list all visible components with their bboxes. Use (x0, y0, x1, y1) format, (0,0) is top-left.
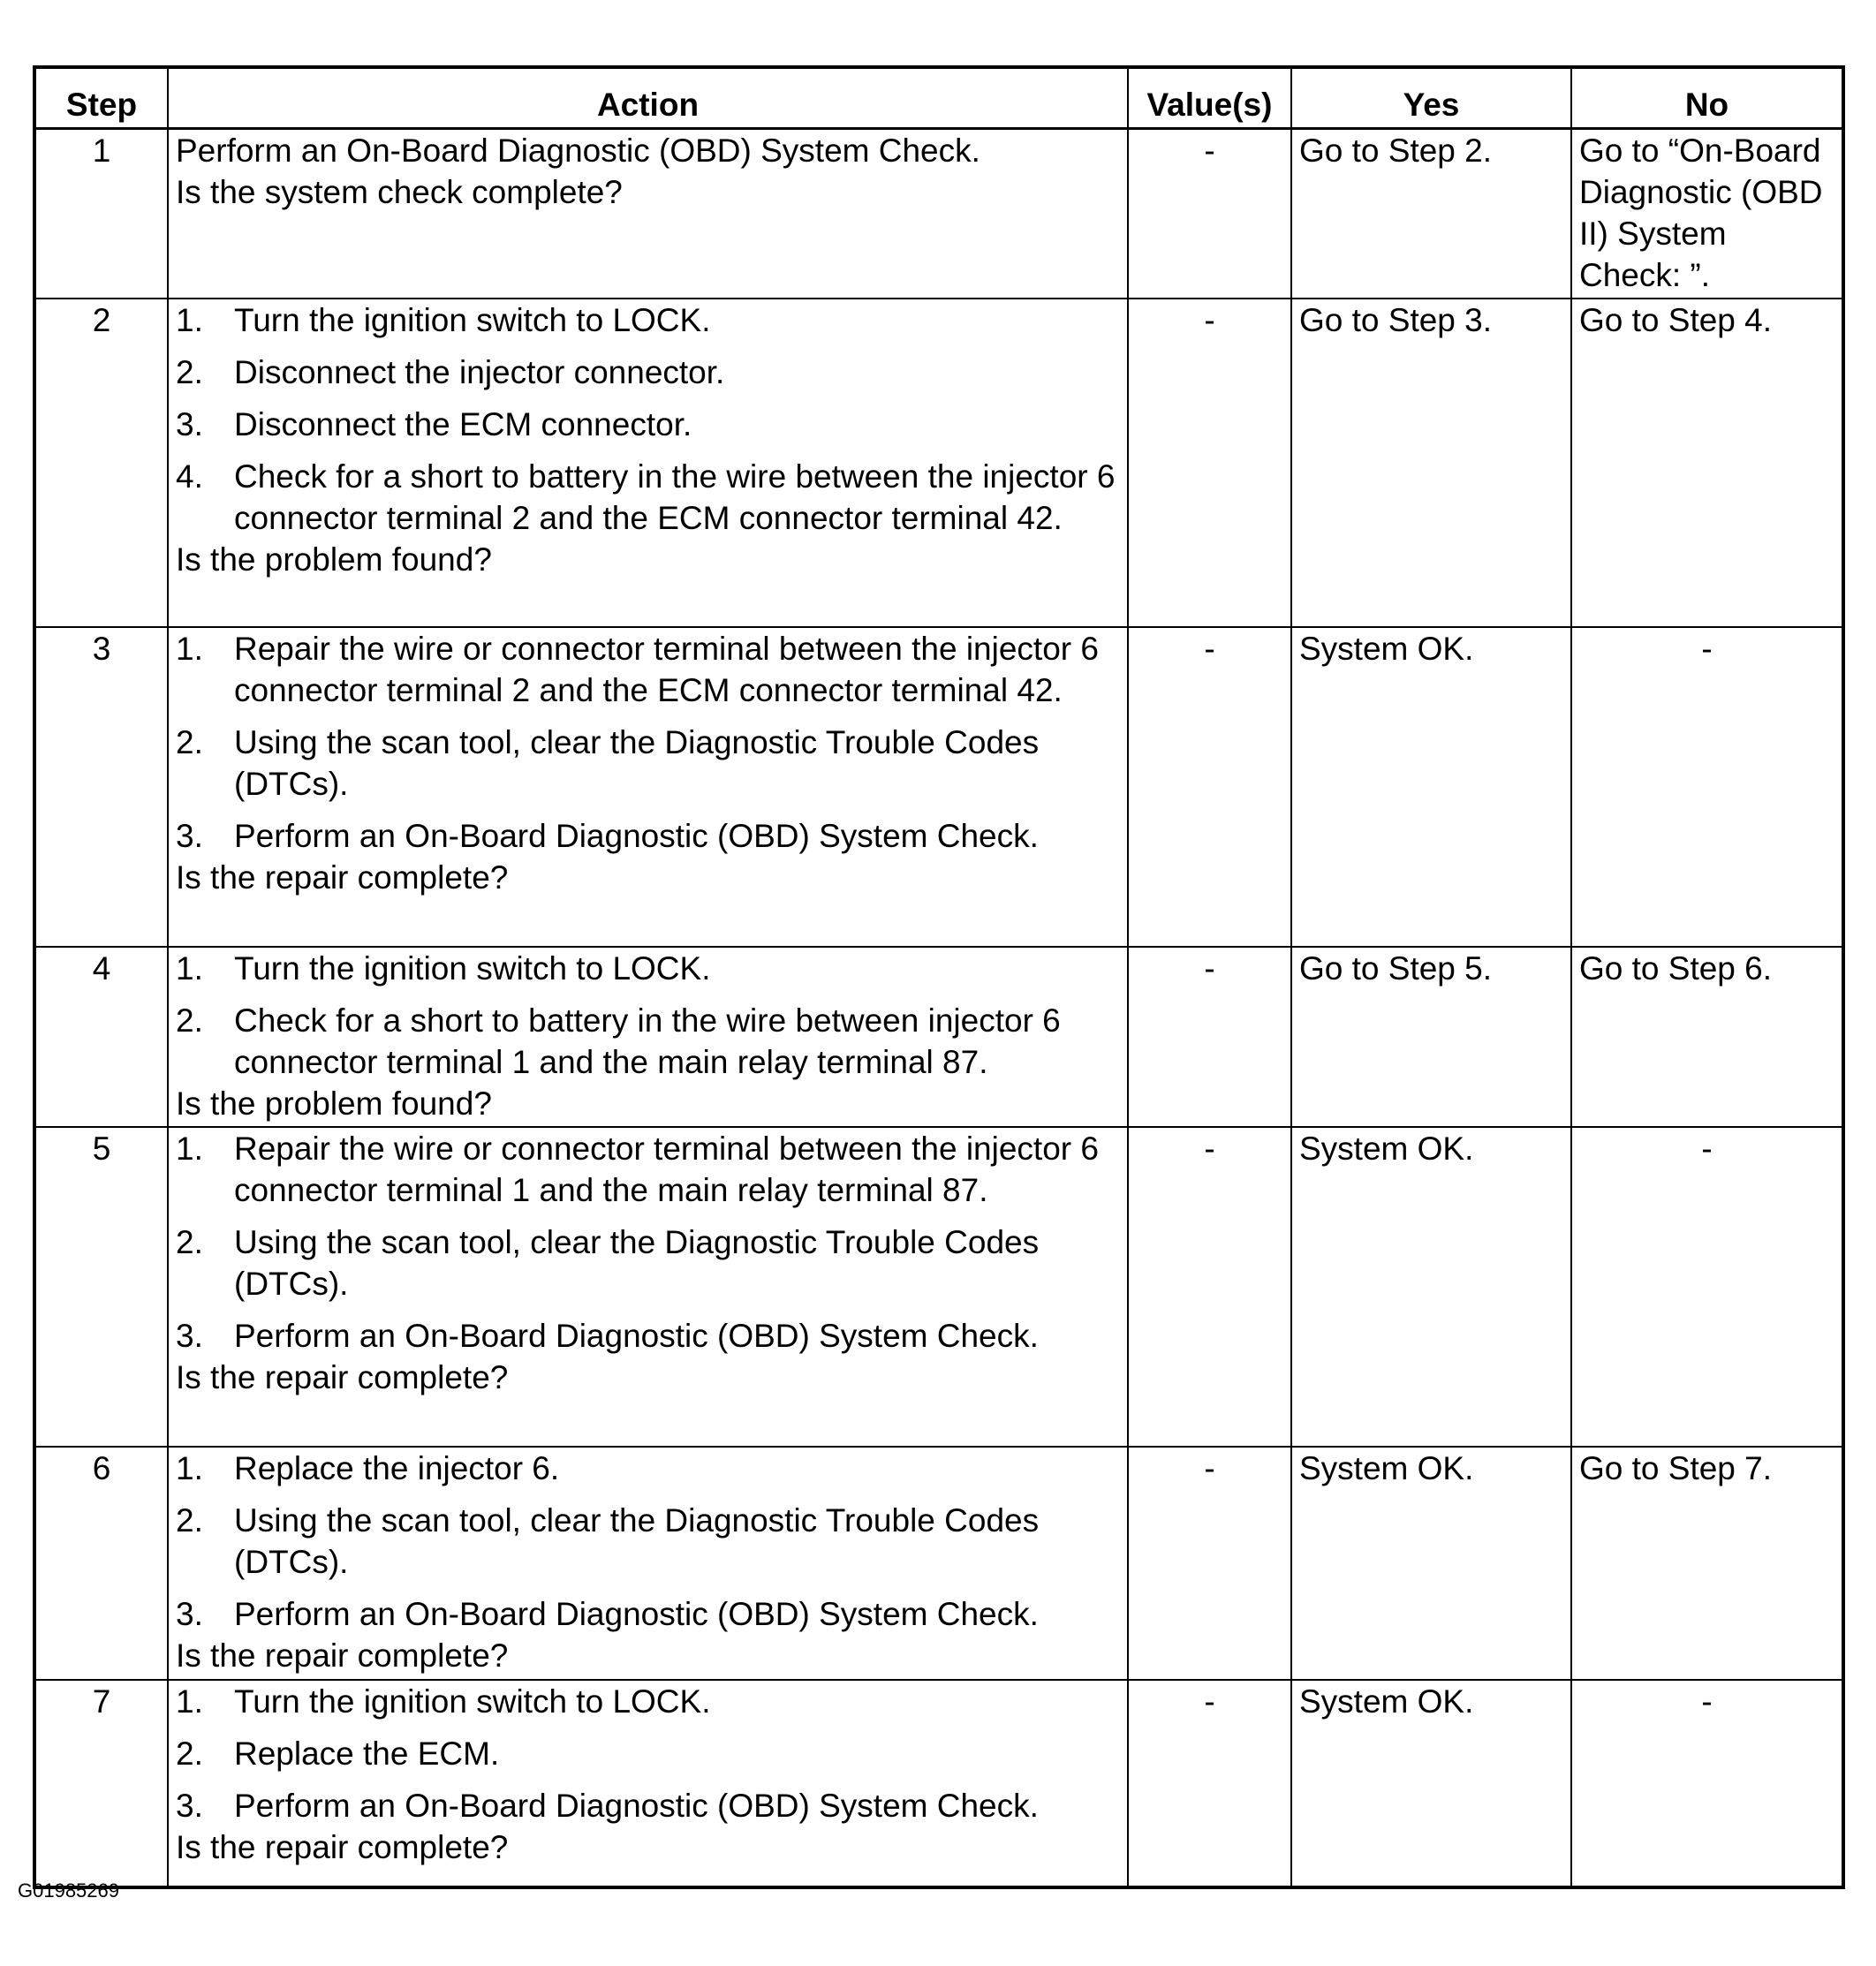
action-item (176, 1448, 1120, 1489)
action-question: Is the system check complete? (176, 174, 623, 210)
action-item-text: Turn the ignition switch to LOCK. (234, 949, 711, 987)
action-item-number: 1. (176, 630, 203, 667)
action-item-text: Perform an On-Board Diagnostic (OBD) System Check. (234, 1787, 1039, 1824)
action-item (176, 456, 1120, 539)
step-number: 5 (36, 1127, 168, 1447)
step-number: 6 (36, 1447, 168, 1680)
action-item (176, 1315, 1120, 1357)
action-cell (168, 1447, 1128, 1680)
action-intro: Perform an On-Board Diagnostic (OBD) System Check. (176, 132, 980, 169)
action-item (176, 722, 1120, 805)
action-item-number: 3. (176, 1317, 203, 1354)
action-item-text: Repair the wire or connector terminal between the injector 6 connector terminal 2 and the ECM connector terminal 42. (234, 630, 1099, 708)
action-question: Is the repair complete? (176, 1637, 509, 1674)
action-item-text: Disconnect the injector connector. (234, 353, 725, 390)
action-item (176, 1128, 1120, 1211)
value-cell: - (1128, 1447, 1291, 1680)
action-cell (168, 627, 1128, 947)
action-item-number: 2. (176, 723, 203, 760)
header-action: Action (168, 69, 1128, 129)
action-item (176, 1785, 1120, 1826)
action-item-text: Using the scan tool, clear the Diagnostic Trouble Codes (DTCs). (234, 1223, 1040, 1302)
action-item (176, 299, 1120, 341)
action-item-number: 4. (176, 457, 203, 495)
action-question: Is the repair complete? (176, 1828, 509, 1865)
action-item (176, 1681, 1120, 1722)
action-question: Is the repair complete? (176, 1358, 509, 1395)
action-item-number: 3. (176, 1787, 203, 1824)
action-item-text: Using the scan tool, clear the Diagnostic Trouble Codes (DTCs). (234, 723, 1040, 802)
step-number: 4 (36, 947, 168, 1127)
header-yes: Yes (1291, 69, 1571, 129)
action-list (176, 1448, 1120, 1635)
action-question: Is the repair complete? (176, 858, 509, 896)
yes-cell: Go to Step 5. (1291, 947, 1571, 1127)
action-item-number: 3. (176, 1595, 203, 1632)
diagnostic-table (36, 69, 1842, 1886)
action-item-text: Replace the injector 6. (234, 1449, 560, 1486)
step-number: 7 (36, 1680, 168, 1886)
action-item-number: 1. (176, 1449, 203, 1486)
header-step: Step (36, 69, 168, 129)
yes-cell: Go to Step 2. (1291, 129, 1571, 299)
no-cell: Go to Step 6. (1571, 947, 1842, 1127)
table-row (36, 129, 1842, 299)
action-cell (168, 1127, 1128, 1447)
header-no: No (1571, 69, 1842, 129)
action-item-number: 2. (176, 1223, 203, 1260)
action-item-text: Turn the ignition switch to LOCK. (234, 301, 711, 338)
step-number: 1 (36, 129, 168, 299)
value-cell: - (1128, 1680, 1291, 1886)
action-cell (168, 299, 1128, 627)
header-values: Value(s) (1128, 69, 1291, 129)
action-list (176, 948, 1120, 1083)
action-item-text: Perform an On-Board Diagnostic (OBD) System Check. (234, 817, 1039, 854)
action-item-text: Turn the ignition switch to LOCK. (234, 1682, 711, 1720)
action-item (176, 628, 1120, 711)
value-cell: - (1128, 1127, 1291, 1447)
no-cell: - (1571, 1127, 1842, 1447)
action-list (176, 1681, 1120, 1826)
action-item-number: 2. (176, 353, 203, 390)
action-question: Is the problem found? (176, 541, 492, 578)
value-cell: - (1128, 129, 1291, 299)
action-item-number: 1. (176, 949, 203, 987)
action-item-text: Using the scan tool, clear the Diagnostic Trouble Codes (DTCs). (234, 1501, 1040, 1580)
diagnostic-table-frame (33, 65, 1845, 1889)
action-item-text: Disconnect the ECM connector. (234, 405, 692, 442)
value-cell: - (1128, 627, 1291, 947)
action-list (176, 299, 1120, 539)
action-cell (168, 129, 1128, 299)
yes-cell: Go to Step 3. (1291, 299, 1571, 627)
table-row (36, 627, 1842, 947)
no-cell: Go to Step 7. (1571, 1447, 1842, 1680)
action-item-number: 2. (176, 1735, 203, 1772)
action-list (176, 628, 1120, 857)
action-item-text: Repair the wire or connector terminal between the injector 6 connector terminal 1 and the main relay terminal 87. (234, 1130, 1099, 1208)
table-row (36, 299, 1842, 627)
action-item-number: 3. (176, 405, 203, 442)
table-row (36, 1447, 1842, 1680)
action-item (176, 1733, 1120, 1774)
yes-cell: System OK. (1291, 1127, 1571, 1447)
no-cell: - (1571, 1680, 1842, 1886)
action-item (176, 1000, 1120, 1083)
table-body (36, 129, 1842, 1886)
step-number: 3 (36, 627, 168, 947)
action-item-text: Replace the ECM. (234, 1735, 500, 1772)
action-item (176, 948, 1120, 989)
action-item-number: 1. (176, 301, 203, 338)
action-cell (168, 1680, 1128, 1886)
action-item (176, 1500, 1120, 1583)
no-cell: Go to “On-Board Diagnostic (OBD II) System Check: ”. (1571, 129, 1842, 299)
step-number: 2 (36, 299, 168, 627)
value-cell: - (1128, 947, 1291, 1127)
action-list (176, 1128, 1120, 1357)
table-row (36, 1127, 1842, 1447)
action-question: Is the problem found? (176, 1085, 492, 1122)
action-item-number: 1. (176, 1682, 203, 1720)
action-item-number: 2. (176, 1002, 203, 1039)
no-cell: - (1571, 627, 1842, 947)
action-cell (168, 947, 1128, 1127)
value-cell: - (1128, 299, 1291, 627)
action-item (176, 404, 1120, 445)
action-item-number: 3. (176, 817, 203, 854)
figure-id: G01985269 (18, 1879, 119, 1902)
no-cell: Go to Step 4. (1571, 299, 1842, 627)
action-item (176, 352, 1120, 393)
header-row (36, 69, 1842, 129)
yes-cell: System OK. (1291, 627, 1571, 947)
action-item-text: Perform an On-Board Diagnostic (OBD) System Check. (234, 1317, 1039, 1354)
action-item (176, 815, 1120, 857)
table-row (36, 947, 1842, 1127)
action-item-text: Check for a short to battery in the wire between the injector 6 connector terminal 2 and the ECM connector terminal 42. (234, 457, 1116, 536)
action-item-number: 1. (176, 1130, 203, 1167)
yes-cell: System OK. (1291, 1447, 1571, 1680)
action-item-number: 2. (176, 1501, 203, 1539)
table-row (36, 1680, 1842, 1886)
action-item (176, 1221, 1120, 1304)
action-item-text: Check for a short to battery in the wire between injector 6 connector terminal 1 and the main relay terminal 87. (234, 1002, 1061, 1080)
yes-cell: System OK. (1291, 1680, 1571, 1886)
action-item (176, 1593, 1120, 1635)
action-item-text: Perform an On-Board Diagnostic (OBD) System Check. (234, 1595, 1039, 1632)
